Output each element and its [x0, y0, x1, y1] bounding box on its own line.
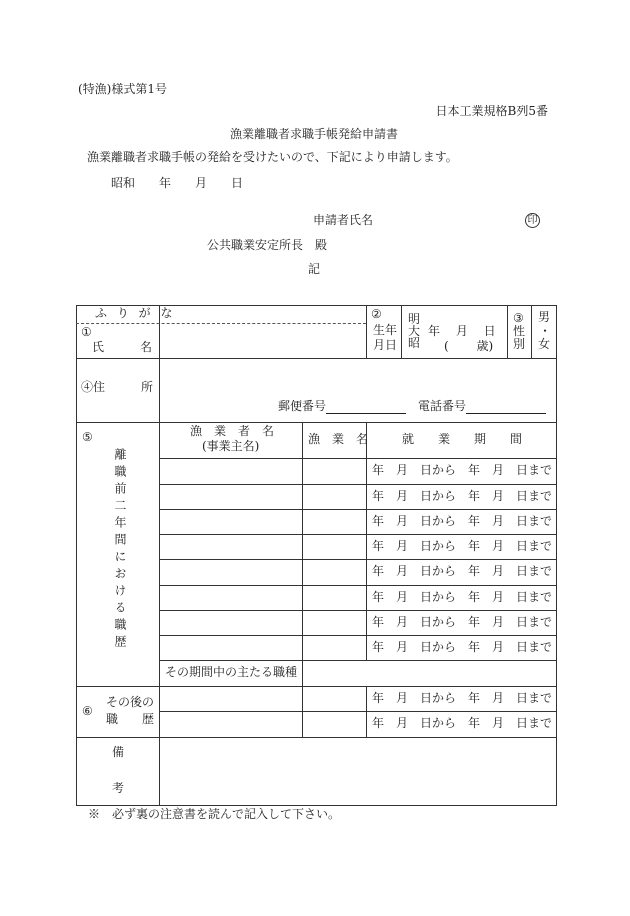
remarks-label-1: 備 [112, 745, 125, 759]
after-label-1: その後の [106, 695, 155, 709]
employer-header: 漁 業 者 名 [190, 424, 275, 438]
postal-field[interactable] [326, 401, 406, 414]
sex-male[interactable]: 男 [538, 310, 551, 324]
phone-label: 電話番号 [418, 399, 467, 413]
statement: 漁業離職者求職手帳の発給を受けたいので、下記により申請します。 [87, 150, 458, 164]
seal-mark: 印 [525, 213, 540, 228]
phone-number[interactable] [418, 400, 546, 414]
addressee: 公共職業安定所長 殿 [207, 238, 328, 252]
period-row-3: 年 月 日から 年 月 日まで [372, 514, 553, 528]
birth-label-2: 月日 [373, 338, 398, 352]
period-row-5: 年 月 日から 年 月 日まで [372, 564, 553, 578]
form-number: (特漁)様式第1号 [78, 82, 167, 96]
date-line: 昭和 年 月 日 [111, 176, 244, 190]
sex-label-2: 別 [513, 337, 526, 351]
after-period-1: 年 月 日から 年 月 日まで [372, 691, 553, 705]
after-label-2: 職 歴 [106, 712, 155, 726]
era-showa: 昭 [408, 336, 421, 350]
period-row-2: 年 月 日から 年 月 日まで [372, 489, 553, 503]
era-meiji: 明 [408, 312, 421, 326]
after-number: ⑥ [82, 704, 93, 718]
postal-code[interactable] [278, 400, 406, 414]
footer-note: ※ 必ず裏の注意書を読んで記入して下さい。 [88, 807, 341, 821]
applicant-label: 申請者氏名 [313, 213, 374, 227]
period-row-7: 年 月 日から 年 月 日まで [372, 615, 553, 629]
birth-label-1: 生年 [373, 323, 398, 337]
birth-number: ② [371, 307, 382, 321]
fishery-header: 漁 業 名 [308, 432, 369, 446]
history-vertical-label: 離職前二年間における職歴 [113, 448, 127, 652]
postal-label: 郵便番号 [278, 399, 327, 413]
age: ( 歳) [444, 339, 494, 353]
history-number: ⑤ [82, 430, 93, 444]
furigana-field[interactable] [160, 306, 365, 322]
period-row-6: 年 月 日から 年 月 日まで [372, 590, 553, 604]
main-job-label: その期間中の主たる職種 [165, 665, 298, 679]
ki-label: 記 [308, 262, 321, 276]
furigana-label: ふ り が な [95, 306, 176, 320]
name-number: ① [81, 325, 92, 339]
remarks-field[interactable] [160, 738, 555, 804]
phone-field[interactable] [466, 401, 546, 414]
era-taisho: 大 [408, 324, 421, 338]
sex-dot: ・ [539, 324, 552, 338]
sex-label-1: 性 [513, 324, 526, 338]
period-header: 就 業 期 間 [402, 432, 523, 446]
period-row-1: 年 月 日から 年 月 日まで [372, 463, 553, 477]
period-row-4: 年 月 日から 年 月 日まで [372, 539, 553, 553]
birth-date: 年 月 日 [428, 324, 496, 338]
address-label: ④住 所 [81, 380, 154, 394]
employer-subheader: (事業主名) [202, 439, 260, 453]
name-label: 氏 名 [92, 340, 153, 354]
remarks-label-2: 考 [112, 781, 125, 795]
name-field[interactable] [160, 324, 365, 357]
sex-female[interactable]: 女 [538, 337, 551, 351]
form-title: 漁業離職者求職手帳発給申請書 [230, 127, 399, 141]
period-row-8: 年 月 日から 年 月 日まで [372, 640, 553, 654]
sex-number: ③ [513, 311, 524, 325]
after-period-2: 年 月 日から 年 月 日まで [372, 716, 553, 730]
paper-size: 日本工業規格B列5番 [435, 104, 548, 118]
